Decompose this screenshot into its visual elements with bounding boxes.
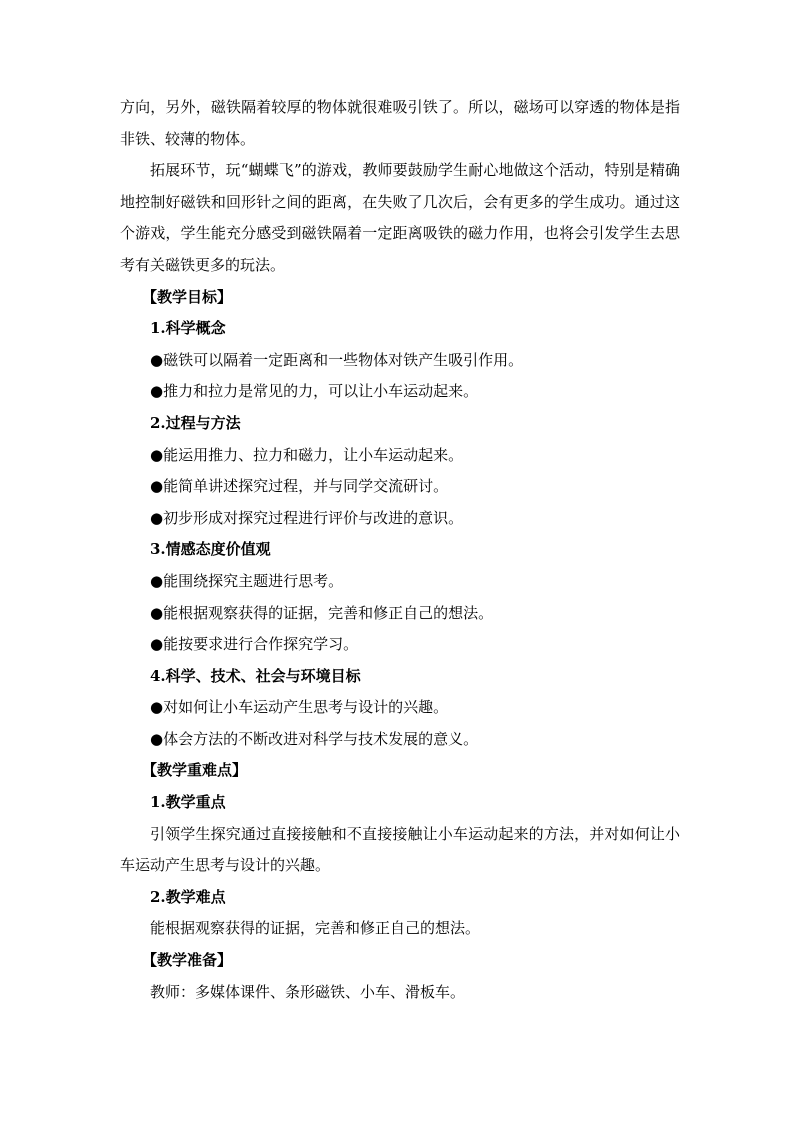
heading-teaching-goals: 【教学目标】 (142, 287, 233, 306)
subheading-sts-goals: 4.科学、技术、社会与环境目标 (150, 666, 361, 685)
heading-key-difficult-points: 【教学重难点】 (142, 761, 248, 780)
bullet-icon: ● (150, 698, 164, 717)
list-item: ●磁铁可以隔着一定距离和一些物体对铁产生吸引作用。 (150, 350, 524, 369)
list-item: ●推力和拉力是常见的力，可以让小车运动起来。 (150, 382, 479, 401)
list-item: ●能简单讲述探究过程，并与同学交流研讨。 (150, 477, 449, 496)
bullet-icon: ● (150, 603, 164, 622)
paragraph-teaching-difficulty: 能根据观察获得的证据，完善和修正自己的想法。 (150, 919, 481, 938)
subheading-teaching-difficulty: 2.教学难点 (150, 887, 226, 906)
list-item: ●能按要求进行合作探究学习。 (150, 635, 359, 654)
subheading-science-concept: 1.科学概念 (150, 319, 226, 338)
list-item: ●初步形成对探究过程进行评价与改进的意识。 (150, 508, 464, 527)
subheading-process-method: 2.过程与方法 (150, 413, 241, 432)
list-item: ●对如何让小车运动产生思考与设计的兴趣。 (150, 698, 449, 717)
bullet-icon: ● (150, 445, 164, 464)
paragraph-continuation: 方向，另外，磁铁隔着较厚的物体就很难吸引铁了。所以，磁场可以穿透的物体是指非铁、较薄的物体。 (120, 98, 680, 148)
bullet-icon: ● (150, 477, 164, 496)
bullet-icon: ● (150, 382, 164, 401)
bullet-icon: ● (150, 729, 164, 748)
list-item: ●能运用推力、拉力和磁力，让小车运动起来。 (150, 445, 464, 464)
bullet-icon: ● (150, 571, 164, 590)
paragraph-teaching-focus: 引领学生探究通过直接接触和不直接接触让小车运动起来的方法，并对如何让小车运动产生思考与设计的兴趣。 (120, 824, 680, 875)
list-item: ●体会方法的不断改进对科学与技术发展的意义。 (150, 729, 479, 748)
paragraph-teaching-preparation: 教师：多媒体课件、条形磁铁、小车、滑板车。 (150, 982, 466, 1001)
subheading-teaching-focus: 1.教学重点 (150, 793, 226, 812)
bullet-icon: ● (150, 508, 164, 527)
list-item: ●能围绕探究主题进行思考。 (150, 571, 344, 590)
bullet-icon: ● (150, 350, 164, 369)
list-item: ●能根据观察获得的证据，完善和修正自己的想法。 (150, 603, 494, 622)
paragraph-extension: 拓展环节，玩“蝴蝶飞”的游戏，教师要鼓励学生耐心地做这个活动，特别是精确地控制好磁铁和回形针之间的距离，在失败了几次后，会有更多的学生成功。通过这个游戏，学生能充分感受到磁铁隔着一定距离吸铁的磁力作用，也将会引发学生去思考有关磁铁更多的玩法。 (120, 161, 680, 274)
heading-teaching-preparation: 【教学准备】 (142, 951, 233, 970)
bullet-icon: ● (150, 635, 164, 654)
document-body (120, 92, 680, 1008)
subheading-attitude-values: 3.情感态度价值观 (150, 540, 271, 559)
